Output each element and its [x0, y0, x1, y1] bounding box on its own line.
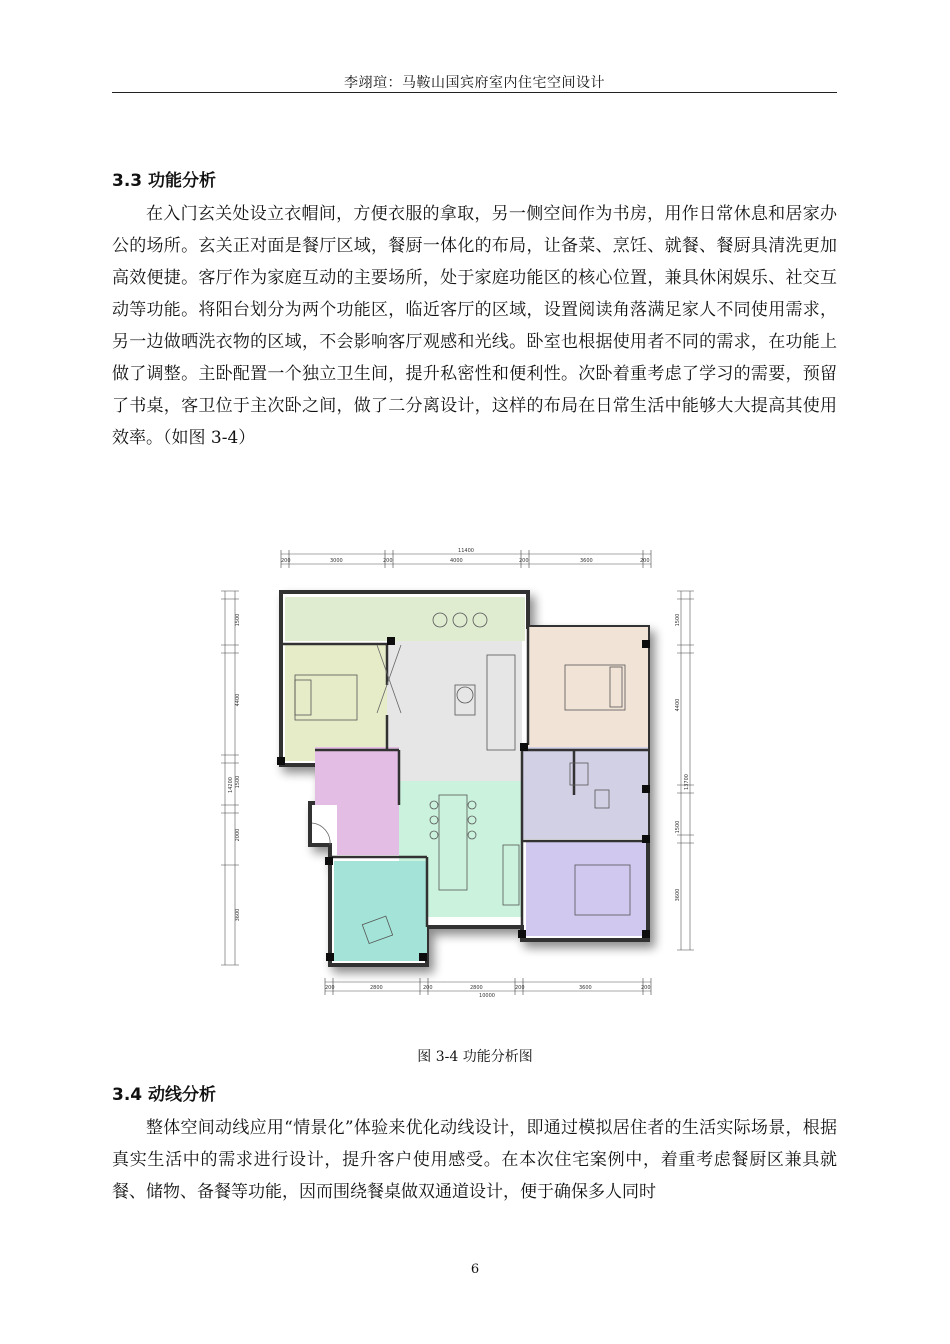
floor-plan-body — [277, 592, 650, 965]
dim-top-3: 200 — [383, 558, 393, 564]
dim-left-1: 1500 — [235, 613, 241, 627]
dim-top-4: 4000 — [450, 558, 463, 564]
section-3-3-paragraph: 在入门玄关处设立衣帽间，方便衣服的拿取，另一侧空间作为书房，用作日常休息和居家办公的场所。玄关正对面是餐厅区域，餐厨一体化的布局，让备菜、烹饪、就餐、餐厨具清洗更加高效便捷。客厅作为家庭互动的主要场所，处于家庭功能区的核心位置，兼具休闲娱乐、社交互动等功能。将阳台划分为两个功能区，临近客厅的区域，设置阅读角落满足家人不同使用需求，另一边做晒洗衣物的区域，不会影响客厅观感和光线。卧室也根据使用者不同的需求，在功能上做了调整。主卧配置一个独立卫生间，提升私密性和便利性。次卧着重考虑了学习的需要，预留了书桌，客卫位于主次卧之间，做了二分离设计，这样的布局在日常生活中能够大大提高其使用效率。（如图 3-4） — [112, 204, 837, 448]
figure-caption: 图 3-4 功能分析图 — [417, 1049, 533, 1065]
section-heading-3-4: 3.4 动线分析 — [112, 1085, 217, 1105]
dim-left-4: 2000 — [235, 828, 241, 842]
dim-top-total: 11400 — [458, 548, 474, 554]
zone-master-bedroom — [528, 627, 648, 747]
dim-bottom-total: 10000 — [479, 993, 495, 999]
zone-living-room — [387, 641, 522, 781]
dim-bottom-5: 200 — [515, 985, 525, 991]
zone-bathroom — [522, 747, 648, 839]
section-heading-3-3: 3.3 功能分析 — [112, 171, 217, 191]
floor-plan-figure — [215, 545, 705, 1005]
dim-top-5: 200 — [519, 558, 529, 564]
dim-top-2: 3000 — [330, 558, 343, 564]
running-header: 李翊瑄：马鞍山国宾府室内住宅空间设计 — [344, 75, 605, 91]
dim-bottom-1: 200 — [325, 985, 335, 991]
zone-bedroom-left — [285, 644, 387, 761]
dim-left-5: 3600 — [235, 908, 241, 922]
dim-right-1: 1500 — [675, 613, 681, 627]
page-number: 6 — [470, 1262, 480, 1277]
dim-top-7: 200 — [640, 558, 650, 564]
dim-left-total: 14200 — [228, 777, 234, 793]
zone-second-bedroom — [526, 841, 646, 936]
zone-entry-closet — [337, 805, 399, 855]
dim-right-total: 13700 — [684, 774, 690, 790]
dim-bottom-3: 200 — [423, 985, 433, 991]
dim-left-3: 1500 — [235, 775, 241, 789]
zone-closet — [315, 747, 399, 805]
dim-left-2: 4400 — [235, 693, 241, 707]
dim-right-2: 4400 — [675, 698, 681, 712]
dim-bottom-6: 3600 — [579, 985, 592, 991]
dim-bottom-4: 2800 — [470, 985, 483, 991]
dim-right-4: 3600 — [675, 888, 681, 902]
zone-study — [334, 861, 427, 961]
dim-right-3: 1500 — [675, 820, 681, 834]
dim-top-1: 200 — [281, 558, 291, 564]
zone-balcony — [285, 597, 525, 641]
section-3-4-paragraph: 整体空间动线应用“情景化”体验来优化动线设计，即通过模拟居住者的生活实际场景，根据真实生活中的需求进行设计，提升客户使用感受。在本次住宅案例中，着重考虑餐厨区兼具就餐、储物、备餐等功能，因而围绕餐桌做双通道设计，便于确保多人同时 — [112, 1118, 837, 1202]
dim-bottom-2: 2800 — [370, 985, 383, 991]
header-rule — [112, 92, 837, 93]
dim-top-6: 3600 — [580, 558, 593, 564]
dim-bottom-7: 200 — [641, 985, 651, 991]
